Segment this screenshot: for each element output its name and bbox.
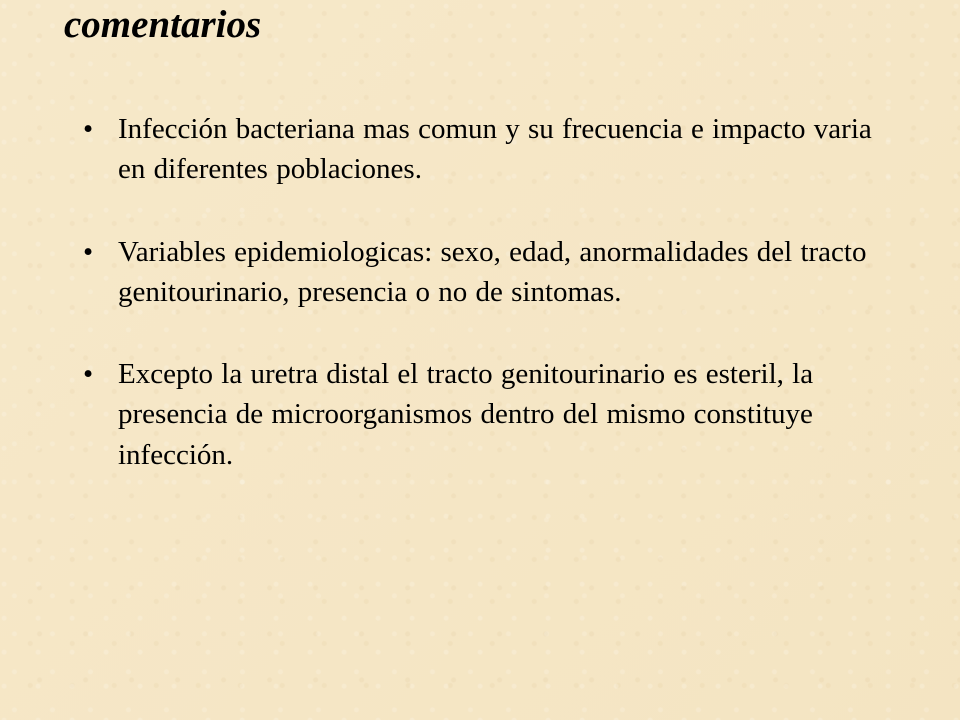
bullet-item-1 [83,109,883,190]
slide-title: comentarios [64,3,262,46]
bullet-text-1: Infección bacteriana mas comun y su frecuencia e impacto varia en diferentes poblaciones. [118,113,872,186]
bullet-item-3 [83,354,883,475]
bullet-icon: • [83,358,94,391]
bullet-text-3: Excepto la uretra distal el tracto genitourinario es esteril, la presencia de microorganismos dentro del mismo constituye infección. [118,358,814,471]
bullet-text-2: Variables epidemiologicas: sexo, edad, anormalidades del tracto genitourinario, presencia o no de sintomas. [118,235,867,308]
bullet-icon: • [83,235,94,268]
bullet-icon: • [83,113,94,145]
bullet-list [83,109,883,475]
bullet-item-2 [83,232,883,313]
